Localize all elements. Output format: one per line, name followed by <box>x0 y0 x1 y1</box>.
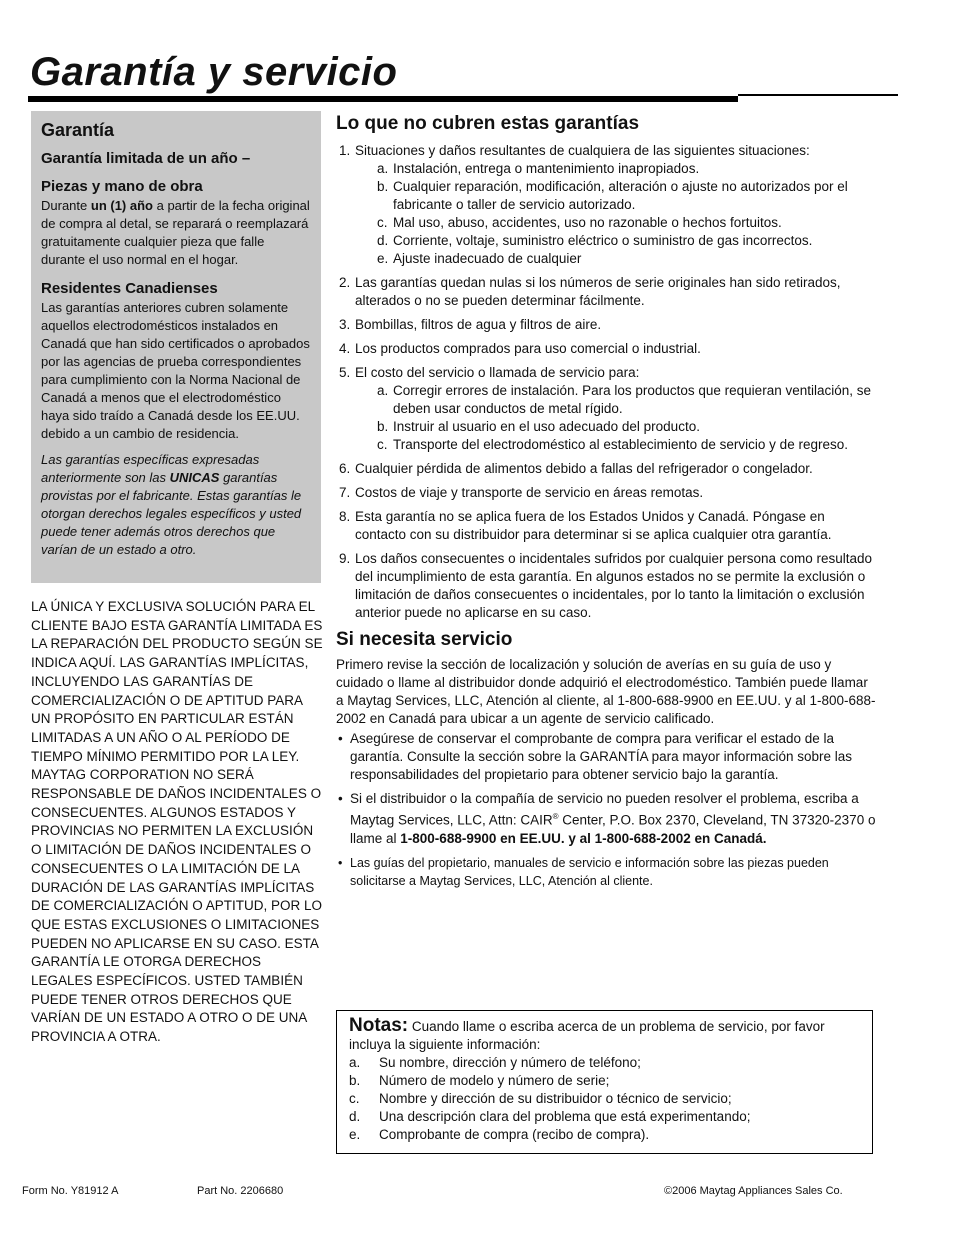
italic-post: garantías provistas por el fabricante. Estas garantías le otorgan derechos legales específicos y usted puede tener además otros derechos que varían de un estado a otro. <box>41 470 302 557</box>
list-item-number: 8. <box>339 509 351 524</box>
sub-item-letter: c. <box>377 215 388 230</box>
sub-item-letter: b. <box>377 179 389 194</box>
sub-item <box>355 214 876 232</box>
list-item-number: 3. <box>339 317 351 332</box>
sub-item-letter: e. <box>377 251 389 266</box>
notes-item <box>349 1072 860 1090</box>
sub-item <box>355 436 876 454</box>
italic-pre: Las garantías específicas expresadas anteriormente son las <box>41 452 260 485</box>
notes-item-text: Comprobante de compra (recibo de compra). <box>379 1127 650 1142</box>
list-item-number: 2. <box>339 275 351 290</box>
sub-item-text: Mal uso, abuso, accidentes, uso no razonable o hechos fortuitos. <box>393 215 782 230</box>
form-number: Form No. Y81912 A <box>22 1185 119 1197</box>
list-item-number: 7. <box>339 485 351 500</box>
sub-item <box>355 418 876 436</box>
copyright: ©2006 Maytag Appliances Sales Co. <box>664 1185 843 1197</box>
canadian-title: Residentes Canadienses <box>41 280 218 297</box>
legal-disclaimer: LA ÚNICA Y EXCLUSIVA SOLUCIÓN PARA EL CLIENTE BAJO ESTA GARANTÍA LIMITADA ES LA REPARACIÓN DEL PRODUCTO SEGÚN SE INDICA AQUÍ. LAS GARANTÍAS IMPLÍCITAS, INCLUYENDO LAS GARANTÍAS DE COMERCIALIZACIÓN O DE APTITUD PARA UN PROPÓSITO EN PARTICULAR ESTÁN LIMITADAS A UN AÑO O AL PERÍODO DE TIEMPO MÍNIMO PERMITIDO POR LA LEY. MAYTAG CORPORATION NO SERÁ RESPONSABLE DE DAÑOS INCIDENTALES O CONSECUENTES. ALGUNOS ESTADOS Y PROVINCIAS NO PERMITEN LA EXCLUSIÓN O LIMITACIÓN DE DAÑOS INCIDENTALES O CONSECUENTES O LA LIMITACIÓN DE LA DURACIÓN DE LAS GARANTÍAS IMPLÍCITAS DE COMERCIALIZACIÓN O APTITUD, POR LO QUE ESTAS EXCLUSIONES O LIMITACIONES PUEDEN NO APLICARSE EN SU CASO. ESTA GARANTÍA LE OTORGA DERECHOS LEGALES ESPECÍFICOS. USTED TAMBIÉN PUEDE TENER OTROS DERECHOS QUE VARÍAN DE UN ESTADO A OTRO O DE UNA PROVINCIA A OTRA. <box>31 599 323 1045</box>
warranty-heading: Garantía <box>41 120 115 140</box>
sub-item <box>355 178 876 214</box>
sub-item-text: Instruir al usuario en el uso adecuado del producto. <box>393 419 700 434</box>
service-bullet <box>336 730 876 784</box>
list-item-number: 6. <box>339 461 351 476</box>
sub-item <box>355 160 876 178</box>
list-item <box>336 460 876 478</box>
sub-item <box>355 232 876 250</box>
limited-warranty-title: Garantía limitada de un año – <box>41 150 251 167</box>
registered-mark: ® <box>552 812 559 821</box>
part-number: Part No. 2206680 <box>197 1185 284 1197</box>
notes-item <box>349 1054 860 1072</box>
sub-item <box>355 382 876 418</box>
list-item <box>336 316 876 334</box>
warranty-box <box>31 111 321 583</box>
right-column <box>336 112 876 896</box>
notes-item <box>349 1090 860 1108</box>
bullet-text: Si el distribuidor o la compañía de servicio no pueden resolver el problema, escriba a Maytag Services, LLC, Attn: CAIR <box>350 791 859 828</box>
list-item-number: 9. <box>339 551 351 566</box>
notes-item <box>349 1108 860 1126</box>
title-rule-thin <box>738 94 898 96</box>
sub-item-text: Instalación, entrega o mantenimiento inapropiados. <box>393 161 700 176</box>
list-item-number: 5. <box>339 365 351 380</box>
warranty-body-post: a partir de la fecha original de compra al detal, se reparará o reemplazará gratuitamente cualquier pieza que falle durante el uso normal en el hogar. <box>41 198 310 267</box>
list-item-text: Los productos comprados para uso comercial o industrial. <box>355 341 701 356</box>
list-item <box>336 364 876 454</box>
list-item-text: Situaciones y daños resultantes de cualquiera de las siguientes situaciones: <box>355 143 810 158</box>
list-item <box>336 550 876 622</box>
bullet-text: Las guías del propietario, manuales de servicio e información sobre las piezas pueden solicitarse a Maytag Services, LLC, Atención al cliente. <box>350 855 829 888</box>
list-item-text: Esta garantía no se aplica fuera de los Estados Unidos y Canadá. Póngase en contacto con su distribuidor para determinar si se aplica cualquier otra garantía. <box>355 509 832 542</box>
notes-item-text: Su nombre, dirección y número de teléfono; <box>379 1055 641 1070</box>
list-item-text: El costo del servicio o llamada de servicio para: <box>355 365 640 380</box>
list-item-number: 1. <box>339 143 351 158</box>
bullet-text: Asegúrese de conservar el comprobante de compra para verificar el estado de la garantía. Consulte la sección sobre la GARANTÍA para mayor información sobre las responsabilidades del propietario para obtener servicio bajo la garantía. <box>350 731 852 782</box>
warranty-body-bold: un (1) año <box>90 198 153 213</box>
sub-item-letter: a. <box>377 383 389 398</box>
sub-list <box>355 160 876 268</box>
list-item-text: Bombillas, filtros de agua y filtros de aire. <box>355 317 602 332</box>
bullet-glyph: • <box>338 731 343 746</box>
notes-heading: Notas: <box>349 1015 409 1036</box>
list-item-text: Los daños consecuentes o incidentales sufridos por cualquier persona como resultado del incumplimiento de esta garantía. En algunos estados no se permite la exclusión o limitación de daños consecuentes o incidentales, por lo tanto la limitación o exclusión anterior puede no aplicarse en su caso. <box>355 551 873 620</box>
warranty-body <box>41 197 311 269</box>
parts-labor-title: Piezas y mano de obra <box>41 178 203 195</box>
notes-item-letter: b. <box>349 1073 361 1088</box>
notes-intro <box>349 1017 860 1054</box>
phone-numbers: 1-800-688-9900 en EE.UU. y al 1-800-688-2002 en Canadá. <box>400 830 767 846</box>
list-item-text: Cualquier pérdida de alimentos debido a fallas del refrigerador o congelador. <box>355 461 813 476</box>
notes-box <box>336 1010 873 1154</box>
service-bullets <box>336 730 876 890</box>
sub-item-text: Corregir errores de instalación. Para los productos que requieran ventilación, se deben usar conductos de metal rígido. <box>393 383 872 416</box>
not-covered-heading: Lo que no cubren estas garantías <box>336 113 640 134</box>
sub-item-letter: c. <box>377 437 388 452</box>
notes-intro-text: Cuando llame o escriba acerca de un problema de servicio, por favor incluya la siguiente información: <box>349 1019 825 1052</box>
list-item <box>336 508 876 544</box>
sub-item-text: Transporte del electrodoméstico al establecimiento de servicio y de regreso. <box>393 437 848 452</box>
list-item <box>336 484 876 502</box>
list-item <box>336 274 876 310</box>
notes-item-letter: e. <box>349 1127 361 1142</box>
list-item-number: 4. <box>339 341 351 356</box>
notes-item-letter: d. <box>349 1109 361 1124</box>
service-intro: Primero revise la sección de localización y solución de averías en su guía de uso y cuidado o llame al distribuidor donde adquirió el electrodoméstico. También puede llamar a Maytag Services, LLC, Atención al cliente, al 1-800-688-9900 en EE.UU. y al 1-800-688-2002 en Canadá para ubicar a un agente de servicio calificado. <box>336 657 876 726</box>
title-rule-thick <box>28 96 738 102</box>
sub-item-letter: d. <box>377 233 389 248</box>
notes-list <box>349 1054 860 1144</box>
service-bullet <box>336 854 876 890</box>
bullet-glyph: • <box>338 855 343 870</box>
service-heading: Si necesita servicio <box>336 629 513 650</box>
notes-item-letter: a. <box>349 1055 361 1070</box>
sub-item <box>355 250 876 268</box>
warranty-body-pre: Durante <box>41 198 91 213</box>
bullet-text-mid: Center, P.O. Box 2370, Cleveland, TN 37320-2370 o llame al <box>350 812 876 846</box>
service-bullet <box>336 790 876 848</box>
page-title: Garantía y servicio <box>30 50 398 94</box>
list-item-text: Costos de viaje y transporte de servicio en áreas remotas. <box>355 485 704 500</box>
notes-item-text: Una descripción clara del problema que está experimentando; <box>379 1109 751 1124</box>
notes-item-text: Número de modelo y número de serie; <box>379 1073 610 1088</box>
notes-item-letter: c. <box>349 1091 360 1106</box>
sub-item-text: Ajuste inadecuado de cualquier <box>393 251 582 266</box>
sub-item-letter: a. <box>377 161 389 176</box>
canadian-body: Las garantías anteriores cubren solamente aquellos electrodomésticos instalados en Canadá que han sido certificados o aprobados por las agencias de prueba correspondientes para cumplimiento con la Norma Nacional de Canadá a menos que el electrodoméstico haya sido traído a Canadá desde los EE.UU. debido a un cambio de residencia. <box>41 300 310 441</box>
list-item <box>336 142 876 268</box>
sub-list <box>355 382 876 454</box>
list-item <box>336 340 876 358</box>
not-covered-list <box>336 142 876 622</box>
notes-item <box>349 1126 860 1144</box>
italic-bold: UNICAS <box>169 470 220 485</box>
sub-item-letter: b. <box>377 419 389 434</box>
bullet-glyph: • <box>338 791 343 806</box>
list-item-text: Las garantías quedan nulas si los números de serie originales han sido retirados, alterados o no se pueden determinar fácilmente. <box>355 275 841 308</box>
notes-item-text: Nombre y dirección de su distribuidor o técnico de servicio; <box>379 1091 732 1106</box>
sub-item-text: Corriente, voltaje, suministro eléctrico o suministro de gas incorrectos. <box>393 233 813 248</box>
sub-item-text: Cualquier reparación, modificación, alteración o ajuste no autorizados por el fabricante o taller de servicio autorizado. <box>393 179 848 212</box>
warranty-italic-note <box>41 451 311 559</box>
